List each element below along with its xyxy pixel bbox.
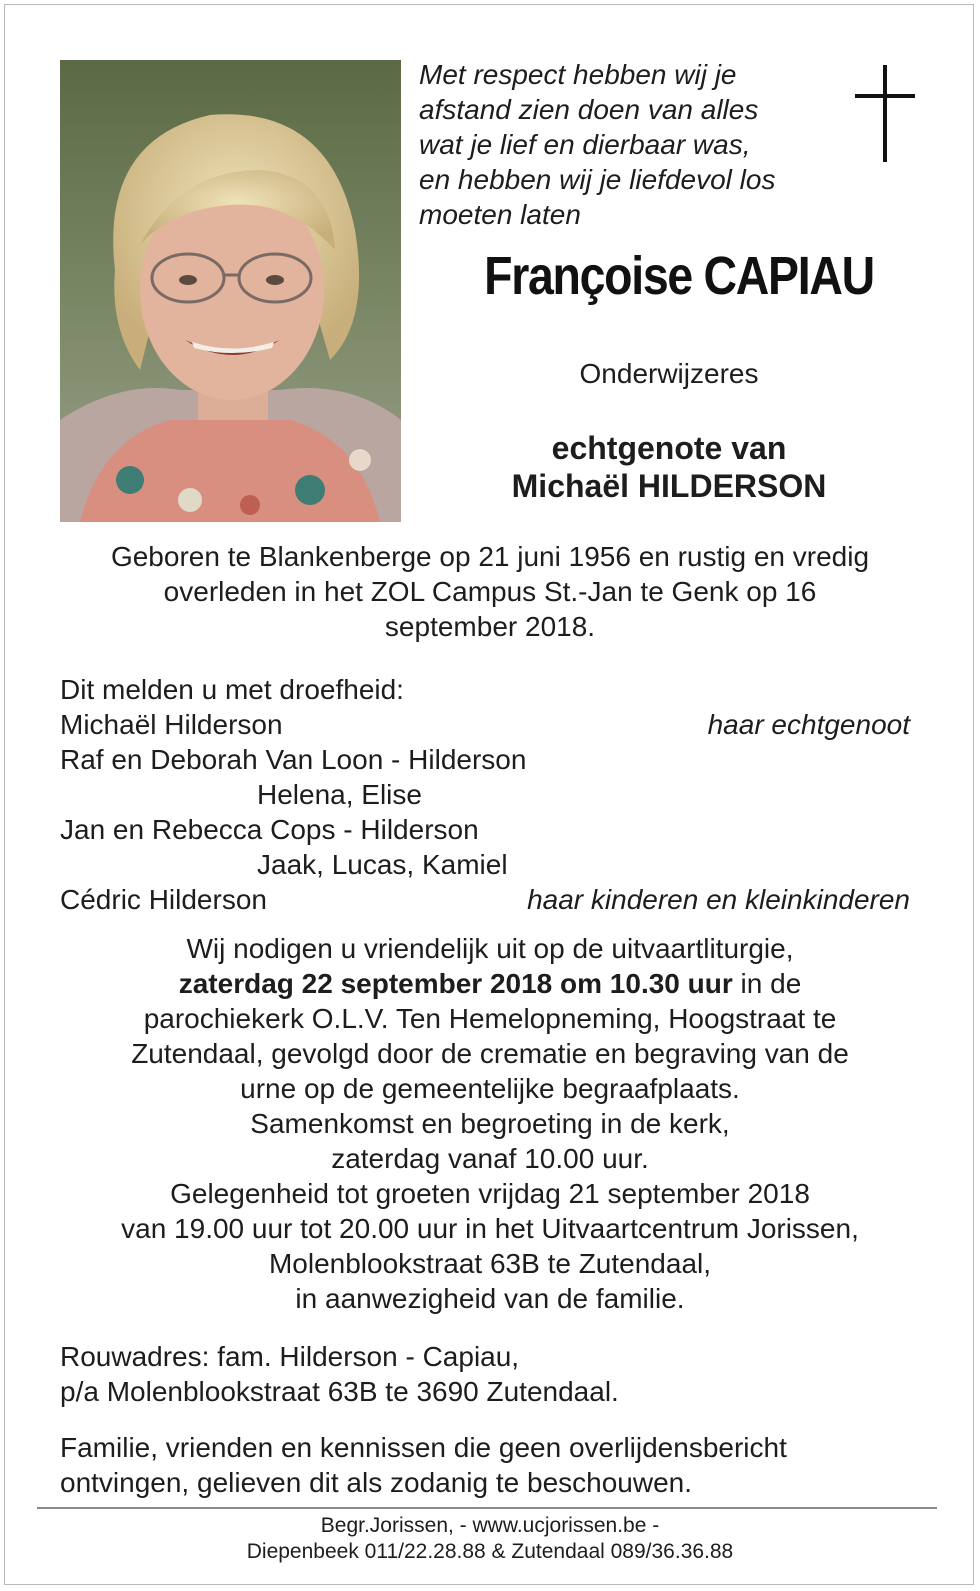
- poem-line: en hebben wij je liefdevol los: [419, 164, 776, 195]
- text-line: parochiekerk O.L.V. Ten Hemelopneming, Hoogstraat te: [143, 1003, 837, 1034]
- text-line: overleden in het ZOL Campus St.-Jan te Genk op 16: [163, 576, 817, 607]
- grandchildren-names: Jaak, Lucas, Kamiel: [257, 849, 508, 880]
- family-intro: Dit melden u met droefheid:: [60, 674, 404, 705]
- grandchildren-names: Helena, Elise: [257, 779, 422, 810]
- text-line: urne op de gemeentelijke begraafplaats.: [240, 1073, 740, 1104]
- family-member-name: Jan en Rebecca Cops - Hilderson: [60, 814, 479, 845]
- funeral-paragraph: [45, 931, 935, 1316]
- deceased-name: Françoise CAPIAU: [484, 246, 874, 306]
- memorial-poem: [419, 57, 839, 232]
- deceased-occupation: Onderwijzeres: [579, 358, 759, 389]
- text-line: september 2018.: [384, 611, 596, 642]
- spouse-label: echtgenote van: [551, 430, 787, 466]
- family-member-name: Michaël Hilderson: [60, 709, 283, 740]
- spouse-name: Michaël HILDERSON: [511, 468, 827, 504]
- family-member-role: haar echtgenoot: [707, 709, 910, 740]
- text-line: [45, 966, 935, 1001]
- footer-line: Diepenbeek 011/22.28.88 & Zutendaal 089/36.36.88: [246, 1540, 734, 1563]
- text-line: Zutendaal, gevolgd door de crematie en begraving van de: [131, 1038, 849, 1069]
- family-member-name: Cédric Hilderson: [60, 884, 267, 915]
- portrait-image: [60, 60, 401, 522]
- footer-divider: [37, 1507, 937, 1509]
- funeral-date-rest: in de: [732, 968, 802, 999]
- text-line: ontvingen, gelieven dit als zodanig te beschouwen.: [60, 1467, 692, 1498]
- text-line: Samenkomst en begroeting in de kerk,: [250, 1108, 730, 1139]
- family-row: [60, 742, 910, 777]
- funeral-home-footer: [45, 1513, 935, 1565]
- poem-line: wat je lief en dierbaar was,: [419, 129, 751, 160]
- text-line: zaterdag vanaf 10.00 uur.: [331, 1143, 649, 1174]
- text-line: in aanwezigheid van de familie.: [295, 1283, 685, 1314]
- family-member-role: haar kinderen en kleinkinderen: [527, 884, 910, 915]
- family-list: [60, 672, 910, 917]
- poem-line: Met respect hebben wij je: [419, 59, 737, 90]
- text-line: van 19.00 uur tot 20.00 uur in het Uitvaartcentrum Jorissen,: [121, 1213, 859, 1244]
- text-line: Geboren te Blankenberge op 21 juni 1956 en rustig en vredig: [110, 541, 870, 572]
- text-line: Rouwadres: fam. Hilderson - Capiau,: [60, 1341, 520, 1372]
- spouse-block: [419, 429, 919, 505]
- footer-line: Begr.Jorissen, - www.ucjorissen.be -: [320, 1514, 660, 1537]
- obituary-card: [4, 4, 974, 1585]
- text-line: Molenblookstraat 63B te Zutendaal,: [268, 1248, 712, 1279]
- portrait-photo: [60, 60, 401, 522]
- birth-death-paragraph: [45, 539, 935, 644]
- family-row: [60, 777, 910, 812]
- family-row: [60, 812, 910, 847]
- text-line: Familie, vrienden en kennissen die geen overlijdensbericht: [60, 1432, 787, 1463]
- text-line: p/a Molenblookstraat 63B te 3690 Zutendaal.: [60, 1376, 619, 1407]
- family-row: [60, 707, 910, 742]
- funeral-date-time: zaterdag 22 september 2018 om 10.30 uur: [178, 968, 733, 999]
- poem-line: moeten laten: [419, 199, 581, 230]
- text-line: Wij nodigen u vriendelijk uit op de uitvaartliturgie,: [186, 933, 794, 964]
- text-line: Gelegenheid tot groeten vrijdag 21 september 2018: [170, 1178, 810, 1209]
- family-intro-row: [60, 672, 910, 707]
- cross-icon: [855, 65, 915, 165]
- family-member-name: Raf en Deborah Van Loon - Hilderson: [60, 744, 527, 775]
- notice-paragraph: [60, 1430, 940, 1500]
- mourning-address: [60, 1339, 940, 1409]
- poem-line: afstand zien doen van alles: [419, 94, 759, 125]
- family-row: [60, 847, 910, 882]
- family-row: [60, 882, 910, 917]
